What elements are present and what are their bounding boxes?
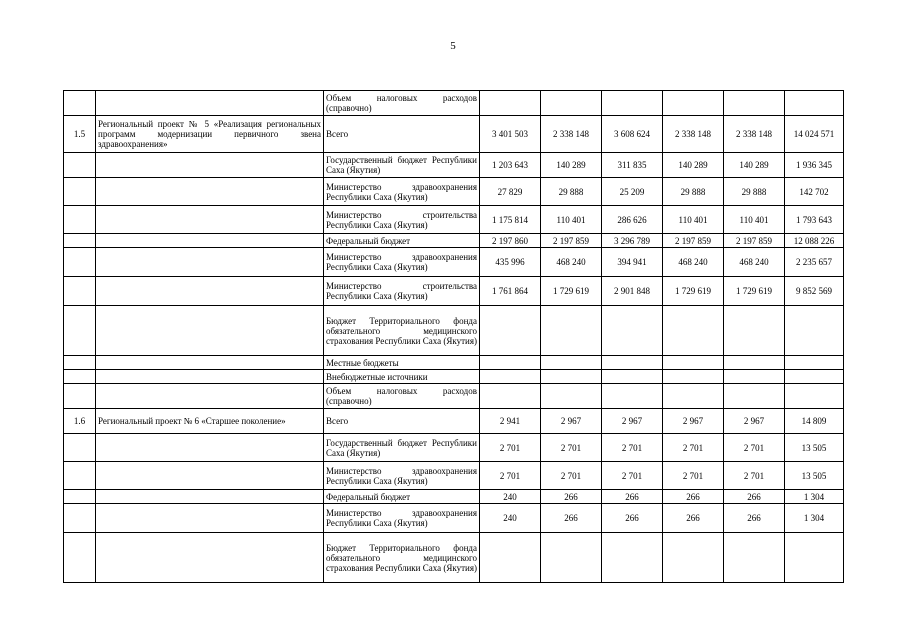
value-cell: 2 701 [724, 434, 785, 462]
project-name-cell [96, 306, 324, 356]
row-number-cell [64, 206, 96, 234]
value-cell: 1 729 619 [663, 277, 724, 306]
value-cell [602, 306, 663, 356]
row-number-cell [64, 384, 96, 409]
value-cell [663, 91, 724, 116]
value-cell: 3 296 789 [602, 234, 663, 248]
row-number-cell [64, 91, 96, 116]
funding-source-cell: Министерство строительства Республики Саха (Якутия) [324, 277, 480, 306]
value-cell: 1 729 619 [724, 277, 785, 306]
funding-source-cell: Местные бюджеты [324, 356, 480, 370]
row-number-cell [64, 248, 96, 277]
value-cell: 2 701 [602, 434, 663, 462]
row-number-cell [64, 356, 96, 370]
value-cell: 266 [724, 504, 785, 533]
value-cell: 27 829 [480, 178, 541, 206]
value-cell: 13 505 [785, 462, 844, 490]
table-row [64, 533, 844, 583]
value-cell: 2 701 [602, 462, 663, 490]
row-number-cell [64, 178, 96, 206]
value-cell: 1 304 [785, 490, 844, 504]
value-cell [724, 306, 785, 356]
project-name-cell [96, 356, 324, 370]
funding-source-cell: Всего [324, 116, 480, 153]
value-cell: 29 888 [541, 178, 602, 206]
value-cell: 435 996 [480, 248, 541, 277]
value-cell: 2 197 859 [724, 234, 785, 248]
value-cell [724, 91, 785, 116]
value-cell: 3 608 624 [602, 116, 663, 153]
value-cell [541, 533, 602, 583]
value-cell: 2 197 859 [541, 234, 602, 248]
value-cell: 311 835 [602, 153, 663, 178]
value-cell [602, 384, 663, 409]
value-cell [724, 356, 785, 370]
value-cell: 142 702 [785, 178, 844, 206]
value-cell: 266 [663, 504, 724, 533]
funding-source-cell: Федеральный бюджет [324, 234, 480, 248]
value-cell: 2 701 [541, 434, 602, 462]
table-row [64, 248, 844, 277]
row-number-cell [64, 504, 96, 533]
value-cell [663, 356, 724, 370]
value-cell: 266 [541, 504, 602, 533]
funding-source-cell: Бюджет Территориального фонда обязательного медицинского страхования Республики Саха (Якутия) [324, 533, 480, 583]
value-cell: 468 240 [541, 248, 602, 277]
value-cell [785, 306, 844, 356]
project-name-cell [96, 504, 324, 533]
project-name-cell [96, 384, 324, 409]
value-cell [785, 533, 844, 583]
value-cell [480, 356, 541, 370]
funding-source-cell: Федеральный бюджет [324, 490, 480, 504]
value-cell [480, 91, 541, 116]
funding-source-cell: Министерство здравоохранения Республики Саха (Якутия) [324, 178, 480, 206]
project-name-cell [96, 178, 324, 206]
value-cell [724, 533, 785, 583]
value-cell: 2 701 [480, 434, 541, 462]
funding-source-cell: Государственный бюджет Республики Саха (Якутия) [324, 153, 480, 178]
row-number-cell: 1.5 [64, 116, 96, 153]
value-cell: 2 967 [602, 409, 663, 434]
value-cell: 140 289 [663, 153, 724, 178]
value-cell: 2 701 [724, 462, 785, 490]
value-cell: 14 809 [785, 409, 844, 434]
project-name-cell [96, 248, 324, 277]
value-cell: 110 401 [663, 206, 724, 234]
value-cell: 240 [480, 490, 541, 504]
project-name-cell [96, 277, 324, 306]
table-row [64, 409, 844, 434]
value-cell [541, 384, 602, 409]
funding-source-cell: Бюджет Территориального фонда обязательного медицинского страхования Республики Саха (Якутия) [324, 306, 480, 356]
value-cell: 2 701 [663, 434, 724, 462]
value-cell: 468 240 [663, 248, 724, 277]
value-cell: 240 [480, 504, 541, 533]
value-cell [663, 533, 724, 583]
value-cell: 2 701 [663, 462, 724, 490]
value-cell: 2 338 148 [541, 116, 602, 153]
row-number-cell [64, 462, 96, 490]
project-name-cell [96, 370, 324, 384]
value-cell [541, 306, 602, 356]
table-row [64, 306, 844, 356]
value-cell [785, 91, 844, 116]
table-row [64, 277, 844, 306]
value-cell [480, 370, 541, 384]
value-cell: 2 901 848 [602, 277, 663, 306]
value-cell: 2 701 [541, 462, 602, 490]
project-name-cell [96, 234, 324, 248]
value-cell: 140 289 [541, 153, 602, 178]
value-cell: 14 024 571 [785, 116, 844, 153]
table-row [64, 462, 844, 490]
row-number-cell [64, 533, 96, 583]
value-cell: 1 936 345 [785, 153, 844, 178]
table-row [64, 116, 844, 153]
row-number-cell [64, 234, 96, 248]
row-number-cell [64, 153, 96, 178]
row-number-cell [64, 434, 96, 462]
funding-source-cell: Министерство здравоохранения Республики Саха (Якутия) [324, 248, 480, 277]
value-cell: 29 888 [724, 178, 785, 206]
value-cell: 1 304 [785, 504, 844, 533]
funding-source-cell: Объем налоговых расходов (справочно) [324, 91, 480, 116]
table-row [64, 384, 844, 409]
project-name-cell: Региональный проект № 5 «Реализация региональных программ модернизации первичного звена здравоохранения» [96, 116, 324, 153]
table-row [64, 234, 844, 248]
project-name-cell [96, 533, 324, 583]
table-row [64, 91, 844, 116]
value-cell [480, 384, 541, 409]
funding-source-cell: Объем налоговых расходов (справочно) [324, 384, 480, 409]
value-cell: 2 967 [663, 409, 724, 434]
project-name-cell [96, 462, 324, 490]
budget-table [63, 90, 844, 583]
table-row [64, 370, 844, 384]
value-cell: 2 967 [724, 409, 785, 434]
value-cell: 2 338 148 [724, 116, 785, 153]
value-cell: 2 941 [480, 409, 541, 434]
value-cell: 9 852 569 [785, 277, 844, 306]
value-cell: 2 967 [541, 409, 602, 434]
value-cell: 2 338 148 [663, 116, 724, 153]
project-name-cell [96, 206, 324, 234]
project-name-cell [96, 490, 324, 504]
value-cell: 2 235 657 [785, 248, 844, 277]
value-cell: 2 197 859 [663, 234, 724, 248]
value-cell: 266 [602, 504, 663, 533]
value-cell [663, 370, 724, 384]
project-name-cell [96, 91, 324, 116]
table-row [64, 490, 844, 504]
value-cell: 110 401 [724, 206, 785, 234]
value-cell: 266 [663, 490, 724, 504]
value-cell [724, 370, 785, 384]
row-number-cell: 1.6 [64, 409, 96, 434]
table-row [64, 206, 844, 234]
budget-table-body [64, 91, 844, 583]
value-cell: 2 701 [480, 462, 541, 490]
value-cell [785, 356, 844, 370]
funding-source-cell: Министерство здравоохранения Республики Саха (Якутия) [324, 504, 480, 533]
value-cell: 286 626 [602, 206, 663, 234]
value-cell: 12 088 226 [785, 234, 844, 248]
value-cell: 1 793 643 [785, 206, 844, 234]
value-cell [541, 91, 602, 116]
value-cell [480, 306, 541, 356]
table-row [64, 178, 844, 206]
value-cell: 266 [602, 490, 663, 504]
project-name-cell: Региональный проект № 6 «Старшее поколение» [96, 409, 324, 434]
value-cell: 394 941 [602, 248, 663, 277]
table-row [64, 153, 844, 178]
value-cell: 266 [541, 490, 602, 504]
value-cell [785, 384, 844, 409]
value-cell [602, 356, 663, 370]
value-cell [602, 533, 663, 583]
value-cell: 468 240 [724, 248, 785, 277]
value-cell [602, 370, 663, 384]
table-row [64, 356, 844, 370]
value-cell: 1 175 814 [480, 206, 541, 234]
table-row [64, 504, 844, 533]
value-cell [480, 533, 541, 583]
value-cell: 3 401 503 [480, 116, 541, 153]
value-cell [785, 370, 844, 384]
row-number-cell [64, 370, 96, 384]
value-cell: 29 888 [663, 178, 724, 206]
row-number-cell [64, 490, 96, 504]
project-name-cell [96, 153, 324, 178]
value-cell [724, 384, 785, 409]
value-cell: 266 [724, 490, 785, 504]
value-cell: 1 729 619 [541, 277, 602, 306]
row-number-cell [64, 277, 96, 306]
value-cell [541, 356, 602, 370]
value-cell: 110 401 [541, 206, 602, 234]
table-row [64, 434, 844, 462]
value-cell [663, 384, 724, 409]
funding-source-cell: Государственный бюджет Республики Саха (Якутия) [324, 434, 480, 462]
funding-source-cell: Всего [324, 409, 480, 434]
funding-source-cell: Министерство здравоохранения Республики Саха (Якутия) [324, 462, 480, 490]
value-cell: 13 505 [785, 434, 844, 462]
page-number: 5 [450, 40, 456, 52]
value-cell: 1 203 643 [480, 153, 541, 178]
value-cell [541, 370, 602, 384]
project-name-cell [96, 434, 324, 462]
funding-source-cell: Министерство строительства Республики Саха (Якутия) [324, 206, 480, 234]
value-cell [602, 91, 663, 116]
value-cell: 2 197 860 [480, 234, 541, 248]
value-cell: 25 209 [602, 178, 663, 206]
row-number-cell [64, 306, 96, 356]
value-cell: 1 761 864 [480, 277, 541, 306]
funding-source-cell: Внебюджетные источники [324, 370, 480, 384]
value-cell: 140 289 [724, 153, 785, 178]
value-cell [663, 306, 724, 356]
